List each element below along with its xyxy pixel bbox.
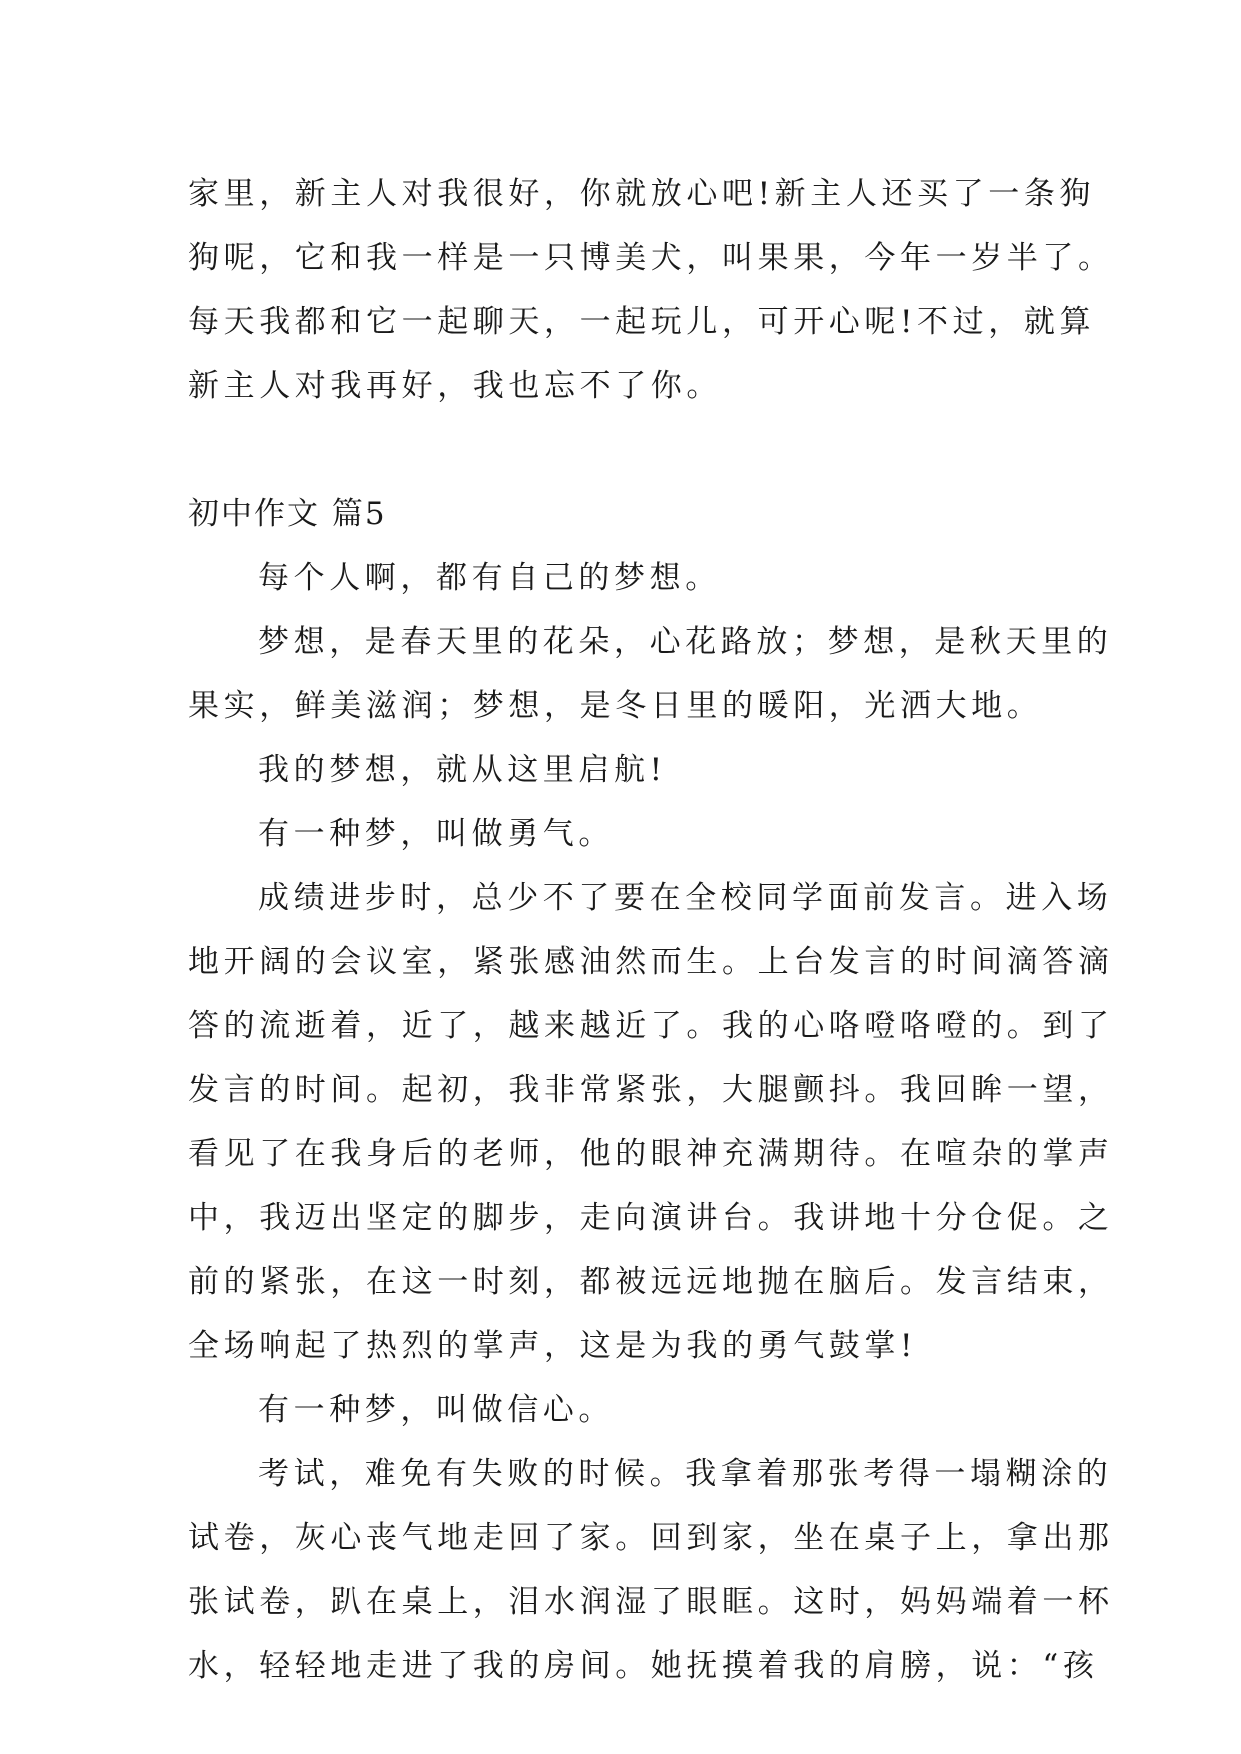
paragraph-line: 有一种梦，叫做信心。: [258, 1392, 614, 1428]
paragraph-line: 中，我迈出坚定的脚步，走向演讲台。我讲地十分仓促。之: [188, 1200, 1114, 1236]
paragraph-line: 答的流逝着，近了，越来越近了。我的心咯噔咯噔的。到了: [188, 1008, 1114, 1044]
section-heading: 初中作文 篇5: [188, 496, 387, 532]
section-spacer: [188, 418, 1068, 482]
paragraph-line: 张试卷，趴在桌上，泪水润湿了眼眶。这时，妈妈端着一杯: [188, 1584, 1114, 1620]
paragraph-line: 试卷，灰心丧气地走回了家。回到家，坐在桌子上，拿出那: [188, 1520, 1114, 1556]
paragraph-line: 有一种梦，叫做勇气。: [258, 816, 614, 852]
paragraph-line: 前的紧张，在这一时刻，都被远远地抛在脑后。发言结束，: [188, 1264, 1114, 1300]
paragraph-line: 地开阔的会议室，紧张感油然而生。上台发言的时间滴答滴: [188, 944, 1114, 980]
paragraph-line: 看见了在我身后的老师，他的眼神充满期待。在喧杂的掌声: [188, 1136, 1114, 1172]
paragraph-line: 新主人对我再好，我也忘不了你。: [188, 368, 722, 404]
paragraph-line: 果实，鲜美滋润；梦想，是冬日里的暖阳，光洒大地。: [188, 688, 1043, 724]
paragraph-line: 发言的时间。起初，我非常紧张，大腿颤抖。我回眸一望，: [188, 1072, 1114, 1108]
paragraph-line: 狗呢，它和我一样是一只博美犬，叫果果，今年一岁半了。: [188, 240, 1114, 276]
paragraph-line: 家里，新主人对我很好，你就放心吧!新主人还买了一条狗: [188, 176, 1096, 212]
paragraph-line: 每个人啊，都有自己的梦想。: [258, 560, 721, 596]
paragraph-line: 我的梦想，就从这里启航!: [258, 752, 667, 788]
paragraph-line: 考试，难免有失败的时候。我拿着那张考得一塌糊涂的: [258, 1456, 1113, 1492]
document-page: [188, 162, 1114, 1698]
paragraph-line: 成绩进步时，总少不了要在全校同学面前发言。进入场: [258, 880, 1113, 916]
paragraph-line: 每天我都和它一起聊天，一起玩儿，可开心呢!不过，就算: [188, 304, 1096, 340]
paragraph-line: 水，轻轻地走进了我的房间。她抚摸着我的肩膀，说：“孩: [188, 1648, 1099, 1684]
paragraph-line: 全场响起了热烈的掌声，这是为我的勇气鼓掌!: [188, 1328, 918, 1364]
paragraph-line: 梦想，是春天里的花朵，心花路放；梦想，是秋天里的: [258, 624, 1113, 660]
